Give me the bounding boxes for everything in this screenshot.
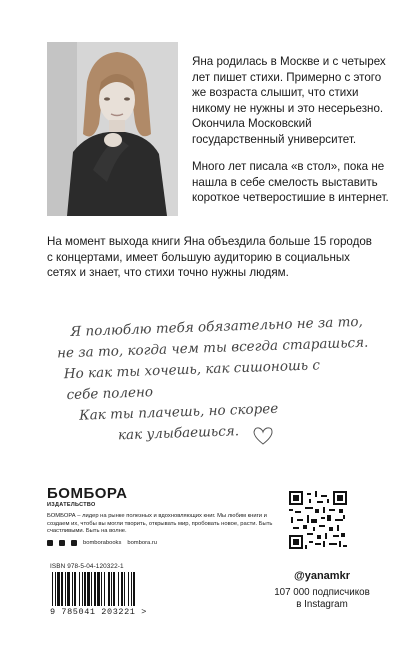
heart-icon — [252, 426, 274, 446]
barcode-image — [50, 572, 158, 606]
publisher-site-link[interactable]: bombora.ru — [127, 539, 158, 546]
publisher-logo-subtitle: ИЗДАТЕЛЬСТВО — [47, 502, 96, 508]
instagram-icon — [59, 540, 65, 546]
isbn-block — [50, 563, 162, 617]
author-photo — [47, 42, 178, 216]
publisher-social-handle[interactable]: bomborabooks — [83, 539, 122, 546]
publisher-description: БОМБОРА – лидер на рынке полезных и вдохновляющих книг. Мы любим книги и создаем их, чтобы вы могли творить, открывать мир, пробовать новое, расти. Быть счастливыми. Быть на волне. — [47, 513, 273, 535]
isbn-label: ISBN 978-5-04-120322-1 — [50, 563, 124, 570]
telegram-icon — [71, 540, 77, 546]
barcode-number: 9 785041 203221 > — [50, 607, 147, 617]
publisher-logo: БОМБОРА — [47, 485, 128, 502]
author-portrait-image — [47, 42, 178, 216]
handwritten-note — [56, 311, 394, 448]
instagram-block — [262, 570, 382, 612]
instagram-handle[interactable]: @yanamkr — [294, 570, 350, 582]
handwritten-line: Но как ты хочешь, как сишоношь с — [63, 357, 321, 383]
publisher-socials — [47, 540, 272, 546]
bio-paragraph-2: Много лет писала «в стол», пока не нашла в себе смелость выставить короткое четверостишие в интернет. — [192, 160, 389, 204]
qr-code — [289, 491, 347, 549]
vk-icon — [47, 540, 53, 546]
instagram-followers: 107 000 подписчиков — [274, 586, 370, 598]
bio-paragraph-3: На момент выхода книги Яна объездила больше 15 городов с концертами, имеет большую аудиторию в социальных сетях и знает, что стихи точно нужны людям. — [47, 235, 372, 279]
publisher-block — [47, 486, 272, 546]
bio-paragraph-1: Яна родилась в Москве и с четырех лет пишет стихи. Примерно с этого же возраста слышит, что стихи никому не нужны и это несерьезно. Окончила Московский государственный университет. — [192, 55, 386, 146]
instagram-platform: в Instagram — [296, 599, 348, 610]
handwritten-line: Как ты плачешь, но скорее — [78, 400, 279, 424]
handwritten-line: себе полено — [66, 384, 154, 404]
handwritten-line: как улыбаешься. — [117, 423, 240, 444]
handwritten-line: не за то, когда чем ты всегда старашься. — [56, 334, 369, 362]
author-bio — [192, 54, 392, 218]
handwritten-line: Я полюблю тебя обязательно не за то, — [70, 313, 364, 340]
